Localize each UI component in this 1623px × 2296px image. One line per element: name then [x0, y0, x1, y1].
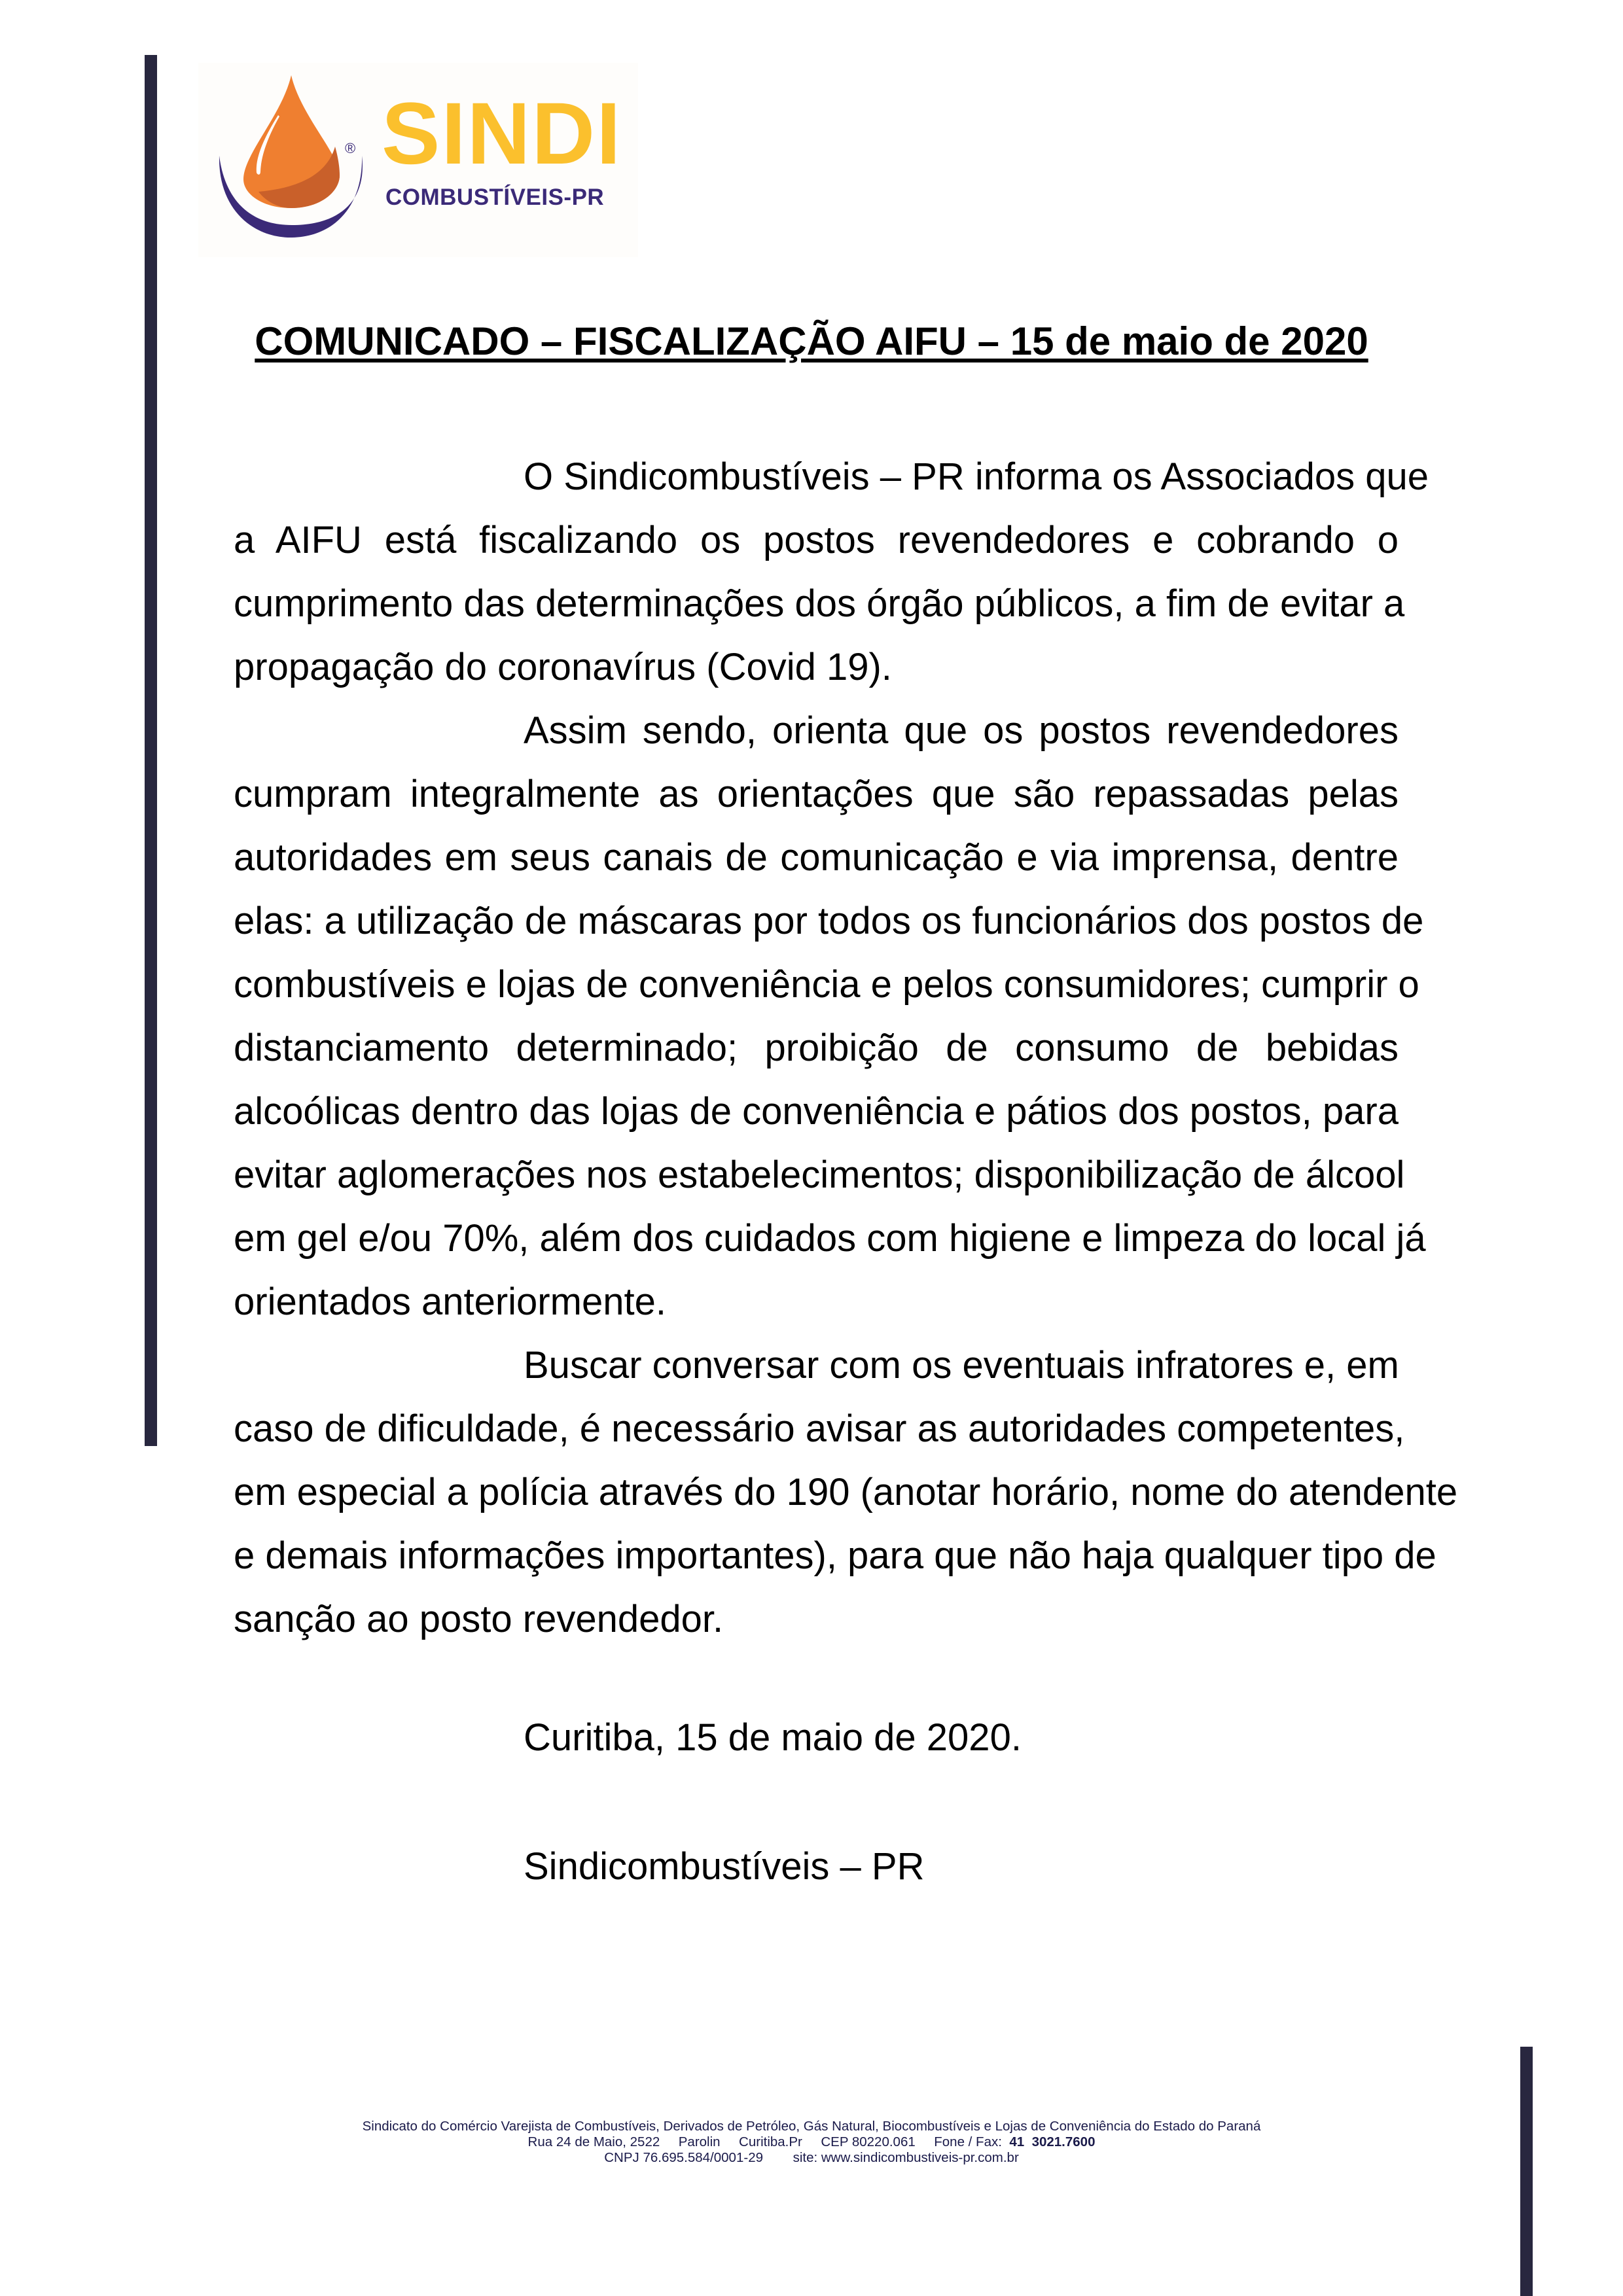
paragraph-line: Assim sendo, orienta que os postos revendedores [524, 709, 1399, 752]
paragraph-line: sanção ao posto revendedor. [234, 1598, 724, 1640]
paragraph-line: cumprimento das determinações dos órgão públicos, a fim de evitar a [234, 582, 1405, 625]
paragraph-line: O Sindicombustíveis – PR informa os Associados que [524, 455, 1429, 498]
paragraph-line: cumpram integralmente as orientações que são repassadas pelas [234, 773, 1399, 815]
logo-brand-text: SINDI [382, 85, 622, 183]
paragraph-line: autoridades em seus canais de comunicação e via imprensa, dentre [234, 836, 1399, 879]
paragraph [234, 1333, 1458, 1651]
paragraph [234, 445, 1429, 699]
footer-address-line [0, 2134, 1623, 2150]
closing-date: Curitiba, 15 de maio de 2020. [524, 1716, 1022, 1759]
footer-address: Rua 24 de Maio, 2522 [527, 2134, 660, 2149]
paragraph [234, 699, 1426, 1333]
footer-district: Parolin [678, 2134, 721, 2149]
footer-site: site: www.sindicombustiveis-pr.com.br [793, 2150, 1019, 2165]
footer-cep: CEP 80220.061 [821, 2134, 916, 2149]
paragraph-line: propagação do coronavírus (Covid 19). [234, 646, 892, 688]
footer-city: Curitiba.Pr [739, 2134, 802, 2149]
paragraph-line: a AIFU está fiscalizando os postos revendedores e cobrando o [234, 519, 1399, 561]
document-title-text: COMUNICADO – FISCALIZAÇÃO AIFU – 15 de maio de 2020 [255, 319, 1368, 363]
footer-cnpj: CNPJ 76.695.584/0001-29 [604, 2150, 763, 2165]
paragraph-line: em especial a polícia através do 190 (anotar horário, nome do atendente [234, 1471, 1458, 1513]
paragraph-line: combustíveis e lojas de conveniência e pelos consumidores; cumprir o [234, 963, 1419, 1006]
sindicombustiveis-logo [198, 63, 638, 257]
page-footer [0, 2119, 1623, 2166]
paragraph-line: em gel e/ou 70%, além dos cuidados com higiene e limpeza do local já [234, 1217, 1426, 1260]
footer-phone-number: 3021.7600 [1031, 2134, 1096, 2149]
document-title [0, 319, 1623, 364]
closing-signature: Sindicombustíveis – PR [524, 1845, 925, 1888]
logo-subtitle: COMBUSTÍVEIS-PR [385, 185, 605, 210]
paragraph-line: orientados anteriormente. [234, 1280, 666, 1323]
right-accent-bar [1520, 2047, 1533, 2296]
footer-phone-label: Fone / Fax: [934, 2134, 1002, 2149]
paragraph-line: caso de dificuldade, é necessário avisar as autoridades competentes, [234, 1407, 1405, 1450]
paragraph-line: e demais informações importantes), para que não haja qualquer tipo de [234, 1534, 1436, 1577]
paragraph-line: distanciamento determinado; proibição de consumo de bebidas [234, 1027, 1399, 1069]
paragraph-line: Buscar conversar com os eventuais infratores e, em [524, 1344, 1399, 1386]
paragraph-line: alcoólicas dentro das lojas de conveniência e pátios dos postos, para [234, 1090, 1399, 1133]
footer-organization: Sindicato do Comércio Varejista de Combustíveis, Derivados de Petróleo, Gás Natural, Biocombustíveis e Lojas de Conveniência do Estado do Paraná [362, 2119, 1261, 2134]
left-accent-bar [145, 55, 157, 1446]
footer-phone-area: 41 [1009, 2134, 1025, 2149]
paragraph-line: elas: a utilização de máscaras por todos os funcionários dos postos de [234, 900, 1424, 942]
document-body [234, 445, 1458, 1651]
registered-mark: ® [345, 140, 356, 156]
paragraph-line: evitar aglomerações nos estabelecimentos; disponibilização de álcool [234, 1154, 1405, 1196]
footer-registration-line [0, 2150, 1623, 2166]
